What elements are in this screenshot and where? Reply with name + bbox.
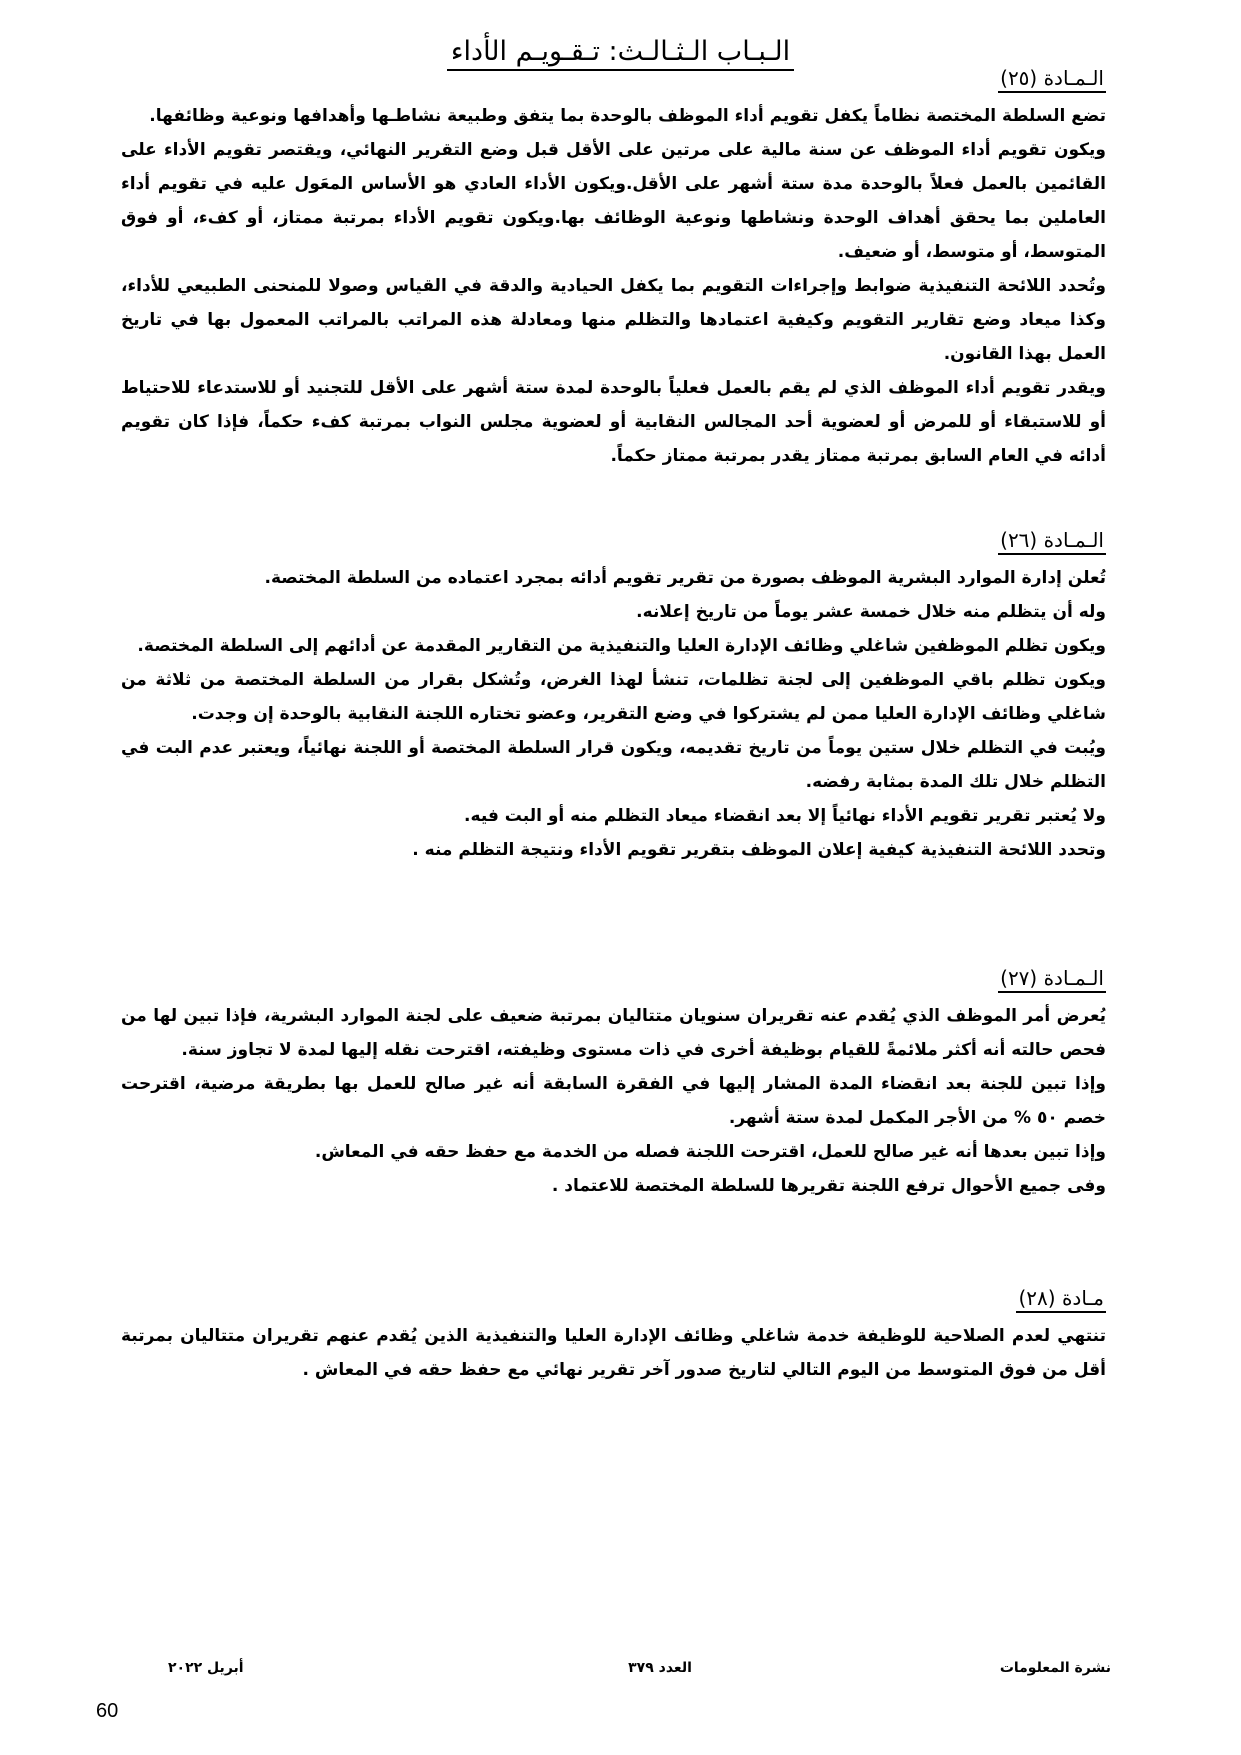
article-27: [121, 966, 1106, 1203]
article-28: [121, 1286, 1106, 1387]
article-paragraph: وفى جميع الأحوال ترفع اللجنة تقريرها للسلطة المختصة للاعتماد .: [551, 1176, 1106, 1196]
article-paragraph: وتُحدد اللائحة التنفيذية ضوابط وإجراءات التقويم بما يكفل الحيادية والدقة في القياس وصولا للمنحنى الطبيعي للأداء، وكذا ميعاد وضع تقارير التقويم وكيفية اعتمادها والتظلم منها ومعادلة هذه المراتب بالمراتب المعمول بها في تاريخ العمل بهذا القانون.: [121, 276, 1106, 364]
article-26: [121, 528, 1106, 867]
footer-publication: نشرة المعلومات: [999, 1660, 1111, 1676]
chapter-title: [0, 36, 1241, 67]
article-paragraph: ويُبت في التظلم خلال ستين يوماً من تاريخ تقديمه، ويكون قرار السلطة المختصة أو اللجنة نهائياً، ويعتبر عدم البت في التظلم خلال تلك المدة بمثابة رفضه.: [121, 738, 1106, 792]
article-paragraph: ويكون تظلم الموظفين شاغلي وظائف الإدارة العليا والتنفيذية من التقارير المقدمة عن أدائهم إلى السلطة المختصة.: [137, 636, 1106, 656]
article-paragraph: تُعلن إدارة الموارد البشرية الموظف بصورة من تقرير تقويم أدائه بمجرد اعتماده من السلطة المختصة.: [264, 568, 1106, 588]
article-heading: الـمـادة (٢٦): [998, 528, 1106, 555]
article-paragraph: تنتهي لعدم الصلاحية للوظيفة خدمة شاغلي وظائف الإدارة العليا والتنفيذية الذين يُقدم عنهم تقريران متتاليان بمرتبة أقل من فوق المتوسط من اليوم التالي لتاريخ صدور آخر تقرير نهائي مع حفظ حقه في المعاش .: [121, 1326, 1106, 1380]
article-paragraph: وله أن يتظلم منه خلال خمسة عشر يوماً من تاريخ إعلانه.: [636, 602, 1106, 622]
page-number: 60: [96, 1700, 119, 1722]
article-paragraph: ولا يُعتبر تقرير تقويم الأداء نهائياً إلا بعد انقضاء ميعاد التظلم منه أو البت فيه.: [464, 806, 1106, 826]
article-paragraph: ويقدر تقويم أداء الموظف الذي لم يقم بالعمل فعلياً بالوحدة لمدة ستة أشهر على الأقل للتجنيد أو للاستدعاء للاحتياط أو للاستبقاء أو للمرض أو لعضوية أحد المجالس النقابية أو لعضوية مجلس النواب بمرتبة كفء حكماً، فإذا كان تقويم أدائه في العام السابق بمرتبة ممتاز يقدر بمرتبة ممتاز حكماً.: [121, 378, 1106, 466]
article-heading: مـادة (٢٨): [1016, 1286, 1106, 1313]
footer-date: أبريل ٢٠٢٢: [168, 1660, 244, 1676]
article-paragraph: وتحدد اللائحة التنفيذية كيفية إعلان الموظف بتقرير تقويم الأداء ونتيجة التظلم منه .: [412, 840, 1106, 860]
article-heading: الـمـادة (٢٥): [998, 66, 1106, 93]
article-paragraph: تضع السلطة المختصة نظاماً يكفل تقويم أداء الموظف بالوحدة بما يتفق وطبيعة نشاطـها وأهدافها ونوعية وظائفها.: [149, 106, 1106, 126]
article-heading: الـمـادة (٢٧): [998, 966, 1106, 993]
article-paragraph: ويكون تقويم أداء الموظف عن سنة مالية على مرتين على الأقل قبل وضع التقرير النهائي، ويقتصر تقويم الأداء على القائمين بالعمل فعلاً بالوحدة مدة ستة أشهر على الأقل.ويكون الأداء العادي هو الأساس المعَول عليه في تقويم أداء العاملين بما يحقق أهداف الوحدة ونشاطها ونوعية الوظائف بها.ويكون تقويم الأداء بمرتبة ممتاز، أو كفء، أو فوق المتوسط، أو متوسط، أو ضعيف.: [121, 140, 1106, 262]
article-paragraph: وإذا تبين بعدها أنه غير صالح للعمل، اقترحت اللجنة فصله من الخدمة مع حفظ حقه في المعاش.: [314, 1142, 1106, 1162]
article-paragraph: يُعرض أمر الموظف الذي يُقدم عنه تقريران سنويان متتاليان بمرتبة ضعيف على لجنة الموارد البشرية، فإذا تبين لها من فحص حالته أنه أكثر ملائمةً للقيام بوظيفة أخرى في ذات مستوى وظيفته، اقترحت نقله إليها لمدة لا تجاوز سنة.: [121, 1006, 1106, 1060]
article-paragraph: ويكون تظلم باقي الموظفين إلى لجنة تظلمات، تنشأ لهذا الغرض، وتُشكل بقرار من السلطة المختصة من ثلاثة من شاغلي وظائف الإدارة العليا ممن لم يشتركوا في وضع التقرير، وعضو تختاره اللجنة النقابية بالوحدة إن وجدت.: [121, 670, 1106, 724]
chapter-title-text: الـبـاب الـثـالـث: تـقـويـم الأداء: [447, 36, 794, 71]
article-paragraph: وإذا تبين للجنة بعد انقضاء المدة المشار إليها في الفقرة السابقة أنه غير صالح للعمل بها بطريقة مرضية، اقترحت خصم ٥٠ % من الأجر المكمل لمدة ستة أشهر.: [121, 1074, 1106, 1128]
footer-issue: العدد ٣٧٩: [628, 1660, 692, 1676]
article-25: [121, 66, 1106, 473]
